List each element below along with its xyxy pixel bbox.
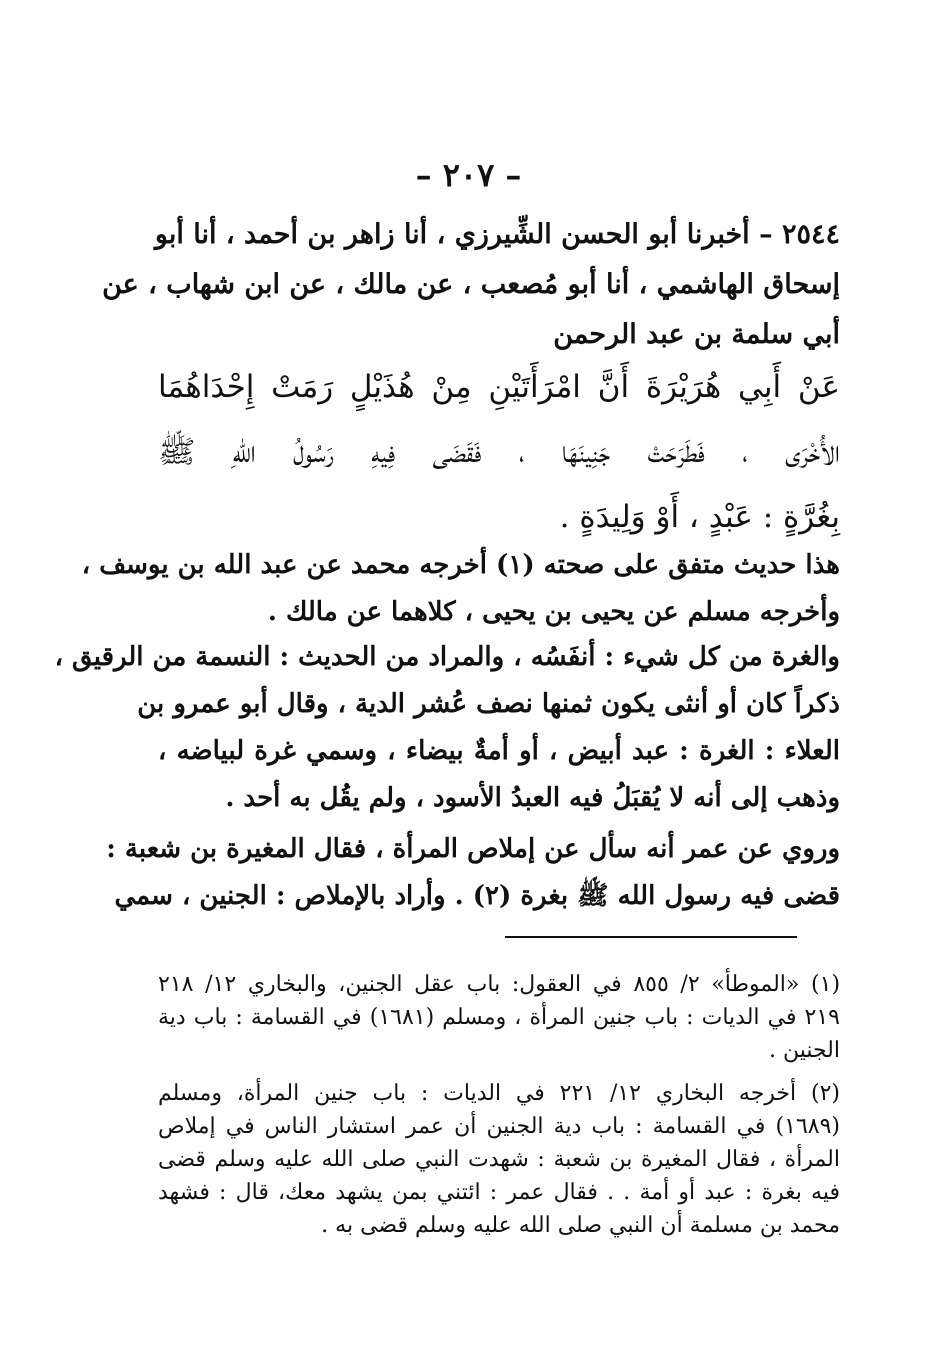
commentary-line: وروي عن عمر أنه سأل عن إملاص المرأة ، فقال المغيرة بن شعبة : <box>106 834 840 864</box>
commentary-line: وأخرجه مسلم عن يحيى بن يحيى ، كلاهما عن مالك . <box>267 597 840 627</box>
isnad-paragraph <box>102 210 840 360</box>
footnote-line: ٢١٩ في الديات : باب جنين المرأة ، ومسلم (١٦٨١) في القسامة : باب دية <box>158 1005 840 1030</box>
commentary-line: هذا حديث متفق على صحته (١) أخرجه محمد عن عبد الله بن يوسف ، <box>81 550 840 580</box>
page-number: – ٢٠٧ – <box>415 156 522 194</box>
isnad-line: أبي سلمة بن عبد الرحمن <box>553 319 840 350</box>
commentary-line: وذهب إلى أنه لا يُقبَلُ فيه العبدُ الأسود ، ولم يقُل به أحد . <box>225 783 840 813</box>
hadith-line: بِغُرَّةٍ : عَبْدٍ ، أَوْ وَلِيدَةٍ . <box>559 499 840 535</box>
hadith-text <box>158 355 840 550</box>
hadith-line: عَنْ أَبِي هُرَيْرَةَ أَنَّ امْرَأَتَيْنِ مِنْ هُذَيْلٍ رَمَتْ إِحْدَاهُمَا <box>158 369 840 405</box>
footnote-line: (١٦٨٩) في القسامة : باب دية الجنين أن عمر استشار الناس في إملاص <box>158 1114 840 1139</box>
isnad-line: ٢٥٤٤ – أخبرنا أبو الحسن الشِّيرزي ، أنا زاهر بن أحمد ، أنا أبو <box>154 219 840 250</box>
footnote-gap <box>158 1067 840 1077</box>
commentary-line: والغرة من كل شيء : أنفَسُه ، والمراد من الحديث : النسمة من الرقيق ، <box>54 642 840 672</box>
commentary-line: قضى فيه رسول الله ﷺ بغرة (٢) . وأراد بالإملاص : الجنين ، سمي <box>114 881 840 911</box>
commentary-paragraph-1 <box>81 542 840 636</box>
footnotes <box>158 968 840 1242</box>
commentary-line: ذكراً كان أو أنثى يكون ثمنها نصف عُشر الدية ، وقال أبو عمرو بن <box>137 689 840 719</box>
footnote-line: محمد بن مسلمة أن النبي صلى الله عليه وسلم قضى به . <box>321 1213 840 1238</box>
footnote-divider <box>505 936 797 938</box>
hadith-line: الأُخْرَى ، فَطَرَحَتْ جَنِينَهَا ، فَقَضَى فِيهِ رَسُولُ اللهِ ﷺ <box>158 434 840 470</box>
footnote-line: (٢) أخرجه البخاري ١٢/ ٢٢١ في الديات : باب جنين المرأة، ومسلم <box>158 1081 840 1106</box>
footnote-line: الجنين . <box>768 1038 840 1063</box>
footnote-line: المرأة ، فقال المغيرة بن شعبة : شهدت النبي صلى الله عليه وسلم قضى <box>158 1147 840 1172</box>
isnad-line: إسحاق الهاشمي ، أنا أبو مُصعب ، عن مالك ، عن ابن شهاب ، عن <box>102 269 840 300</box>
footnote-line: فيه بغرة : عبد أو أمة . . فقال عمر : ائتني بمن يشهد معك، قال : فشهد <box>158 1180 840 1205</box>
commentary-paragraph-2 <box>54 634 840 822</box>
commentary-paragraph-3 <box>106 826 840 920</box>
commentary-line: العلاء : الغرة : عبد أبيض ، أو أمةٌ بيضاء ، وسمي غرة لبياضه ، <box>158 736 840 766</box>
footnote-line: (١) «الموطأ» ٢/ ٨٥٥ في العقول: باب عقل الجنين، والبخاري ١٢/ ٢١٨ <box>158 972 841 997</box>
